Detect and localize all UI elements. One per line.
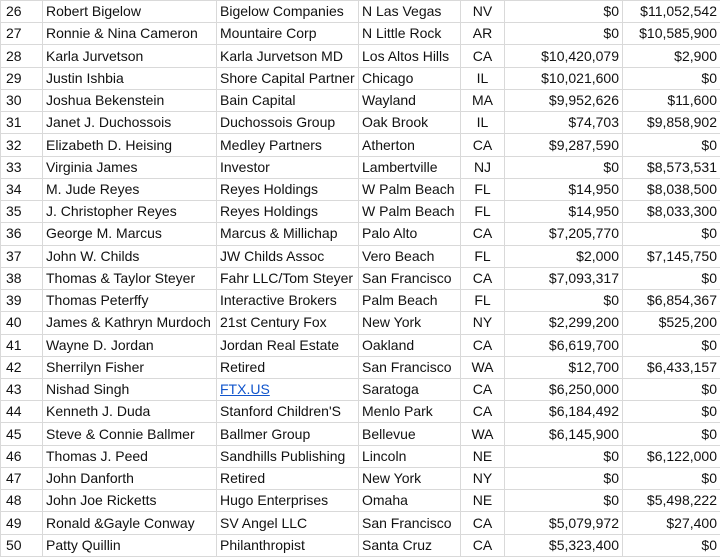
organization-cell: Mountaire Corp — [217, 23, 359, 45]
state-cell: IL — [461, 112, 505, 134]
state-cell: CA — [461, 512, 505, 534]
amount-b-cell: $0 — [623, 534, 720, 556]
table-row — [1, 290, 720, 312]
city-cell: Palm Beach — [359, 290, 461, 312]
rank-cell: 39 — [1, 290, 43, 312]
table-row — [1, 1, 720, 23]
amount-a-cell: $0 — [505, 23, 623, 45]
city-cell: Wayland — [359, 89, 461, 111]
donor-name-cell: Elizabeth D. Heising — [43, 134, 217, 156]
city-cell: Santa Cruz — [359, 534, 461, 556]
organization-cell: 21st Century Fox — [217, 312, 359, 334]
donor-name-cell: John Danforth — [43, 467, 217, 489]
state-cell: NE — [461, 445, 505, 467]
rank-cell: 34 — [1, 178, 43, 200]
organization-link[interactable]: FTX.US — [220, 381, 270, 397]
donor-name-cell: Thomas & Taylor Steyer — [43, 267, 217, 289]
amount-b-cell: $525,200 — [623, 312, 720, 334]
rank-cell: 33 — [1, 156, 43, 178]
rank-cell: 43 — [1, 378, 43, 400]
organization-cell: Jordan Real Estate — [217, 334, 359, 356]
amount-a-cell: $0 — [505, 156, 623, 178]
amount-a-cell: $6,250,000 — [505, 378, 623, 400]
city-cell: Bellevue — [359, 423, 461, 445]
city-cell: Oakland — [359, 334, 461, 356]
rank-cell: 47 — [1, 467, 43, 489]
amount-b-cell: $11,600 — [623, 89, 720, 111]
table-row — [1, 356, 720, 378]
rank-cell: 37 — [1, 245, 43, 267]
rank-cell: 32 — [1, 134, 43, 156]
amount-b-cell: $0 — [623, 467, 720, 489]
donor-name-cell: M. Jude Reyes — [43, 178, 217, 200]
city-cell: W Palm Beach — [359, 178, 461, 200]
rank-cell: 46 — [1, 445, 43, 467]
table-row — [1, 112, 720, 134]
donor-name-cell: Justin Ishbia — [43, 67, 217, 89]
city-cell: Saratoga — [359, 378, 461, 400]
amount-b-cell: $8,573,531 — [623, 156, 720, 178]
amount-b-cell: $6,433,157 — [623, 356, 720, 378]
amount-b-cell: $11,052,542 — [623, 1, 720, 23]
amount-a-cell: $2,000 — [505, 245, 623, 267]
amount-a-cell: $12,700 — [505, 356, 623, 378]
donor-name-cell: Thomas Peterffy — [43, 290, 217, 312]
organization-cell: Interactive Brokers — [217, 290, 359, 312]
state-cell: FL — [461, 290, 505, 312]
city-cell: Menlo Park — [359, 401, 461, 423]
state-cell: MA — [461, 89, 505, 111]
amount-b-cell: $5,498,222 — [623, 490, 720, 512]
amount-b-cell: $8,038,500 — [623, 178, 720, 200]
table-row — [1, 267, 720, 289]
amount-b-cell: $6,854,367 — [623, 290, 720, 312]
amount-a-cell: $0 — [505, 1, 623, 23]
amount-a-cell: $5,323,400 — [505, 534, 623, 556]
city-cell: San Francisco — [359, 267, 461, 289]
state-cell: CA — [461, 134, 505, 156]
state-cell: CA — [461, 223, 505, 245]
organization-cell: Retired — [217, 356, 359, 378]
amount-a-cell: $0 — [505, 290, 623, 312]
organization-cell: Philanthropist — [217, 534, 359, 556]
city-cell: Oak Brook — [359, 112, 461, 134]
table-row — [1, 89, 720, 111]
city-cell: W Palm Beach — [359, 201, 461, 223]
table-row — [1, 423, 720, 445]
state-cell: NV — [461, 1, 505, 23]
amount-a-cell: $2,299,200 — [505, 312, 623, 334]
rank-cell: 36 — [1, 223, 43, 245]
organization-cell: Bigelow Companies — [217, 1, 359, 23]
state-cell: CA — [461, 378, 505, 400]
state-cell: CA — [461, 534, 505, 556]
organization-cell: Shore Capital Partner — [217, 67, 359, 89]
table-row — [1, 490, 720, 512]
city-cell: Lincoln — [359, 445, 461, 467]
table-row — [1, 378, 720, 400]
city-cell: Los Altos Hills — [359, 45, 461, 67]
donor-name-cell: George M. Marcus — [43, 223, 217, 245]
organization-cell: Bain Capital — [217, 89, 359, 111]
rank-cell: 44 — [1, 401, 43, 423]
city-cell: Chicago — [359, 67, 461, 89]
donor-name-cell: Steve & Connie Ballmer — [43, 423, 217, 445]
state-cell: NJ — [461, 156, 505, 178]
organization-cell: Hugo Enterprises — [217, 490, 359, 512]
amount-b-cell: $0 — [623, 267, 720, 289]
organization-cell: Medley Partners — [217, 134, 359, 156]
amount-b-cell: $0 — [623, 67, 720, 89]
amount-a-cell: $10,420,079 — [505, 45, 623, 67]
amount-a-cell: $0 — [505, 467, 623, 489]
table-row — [1, 534, 720, 556]
rank-cell: 48 — [1, 490, 43, 512]
amount-a-cell: $7,205,770 — [505, 223, 623, 245]
amount-b-cell: $10,585,900 — [623, 23, 720, 45]
city-cell: New York — [359, 467, 461, 489]
table-row — [1, 467, 720, 489]
state-cell: NY — [461, 467, 505, 489]
organization-cell: Ballmer Group — [217, 423, 359, 445]
rank-cell: 40 — [1, 312, 43, 334]
amount-b-cell: $6,122,000 — [623, 445, 720, 467]
city-cell: Vero Beach — [359, 245, 461, 267]
donor-table-body — [1, 1, 720, 557]
amount-a-cell: $9,952,626 — [505, 89, 623, 111]
city-cell: New York — [359, 312, 461, 334]
donor-name-cell: Patty Quillin — [43, 534, 217, 556]
city-cell: Lambertville — [359, 156, 461, 178]
state-cell: NY — [461, 312, 505, 334]
amount-a-cell: $0 — [505, 490, 623, 512]
donor-name-cell: Joshua Bekenstein — [43, 89, 217, 111]
table-row — [1, 45, 720, 67]
state-cell: WA — [461, 356, 505, 378]
state-cell: AR — [461, 23, 505, 45]
donor-name-cell: Janet J. Duchossois — [43, 112, 217, 134]
rank-cell: 27 — [1, 23, 43, 45]
donor-name-cell: Karla Jurvetson — [43, 45, 217, 67]
amount-a-cell: $14,950 — [505, 201, 623, 223]
donor-name-cell: Thomas J. Peed — [43, 445, 217, 467]
state-cell: FL — [461, 245, 505, 267]
table-row — [1, 512, 720, 534]
organization-cell: Sandhills Publishing — [217, 445, 359, 467]
amount-a-cell: $0 — [505, 445, 623, 467]
amount-b-cell: $9,858,902 — [623, 112, 720, 134]
city-cell: Palo Alto — [359, 223, 461, 245]
amount-a-cell: $6,619,700 — [505, 334, 623, 356]
amount-b-cell: $0 — [623, 134, 720, 156]
table-row — [1, 178, 720, 200]
table-row — [1, 312, 720, 334]
organization-cell: Fahr LLC/Tom Steyer — [217, 267, 359, 289]
organization-cell: Retired — [217, 467, 359, 489]
state-cell: WA — [461, 423, 505, 445]
donor-name-cell: Ronnie & Nina Cameron — [43, 23, 217, 45]
amount-a-cell: $14,950 — [505, 178, 623, 200]
donor-name-cell: Robert Bigelow — [43, 1, 217, 23]
donor-name-cell: John W. Childs — [43, 245, 217, 267]
state-cell: NE — [461, 490, 505, 512]
organization-cell: Reyes Holdings — [217, 201, 359, 223]
rank-cell: 50 — [1, 534, 43, 556]
table-row — [1, 134, 720, 156]
donor-name-cell: Sherrilyn Fisher — [43, 356, 217, 378]
amount-a-cell: $10,021,600 — [505, 67, 623, 89]
amount-b-cell: $0 — [623, 423, 720, 445]
amount-b-cell: $7,145,750 — [623, 245, 720, 267]
amount-a-cell: $5,079,972 — [505, 512, 623, 534]
city-cell: Atherton — [359, 134, 461, 156]
rank-cell: 29 — [1, 67, 43, 89]
organization-cell: Stanford Children'S — [217, 401, 359, 423]
city-cell: Omaha — [359, 490, 461, 512]
table-row — [1, 156, 720, 178]
amount-b-cell: $0 — [623, 401, 720, 423]
rank-cell: 30 — [1, 89, 43, 111]
amount-b-cell: $0 — [623, 378, 720, 400]
organization-cell: Karla Jurvetson MD — [217, 45, 359, 67]
table-row — [1, 401, 720, 423]
organization-cell: Marcus & Millichap — [217, 223, 359, 245]
rank-cell: 26 — [1, 1, 43, 23]
state-cell: IL — [461, 67, 505, 89]
organization-cell: Duchossois Group — [217, 112, 359, 134]
rank-cell: 28 — [1, 45, 43, 67]
organization-cell: Reyes Holdings — [217, 178, 359, 200]
organization-cell: JW Childs Assoc — [217, 245, 359, 267]
table-row — [1, 245, 720, 267]
donor-name-cell: James & Kathryn Murdoch — [43, 312, 217, 334]
rank-cell: 31 — [1, 112, 43, 134]
state-cell: CA — [461, 334, 505, 356]
amount-b-cell: $0 — [623, 334, 720, 356]
city-cell: N Las Vegas — [359, 1, 461, 23]
amount-b-cell: $27,400 — [623, 512, 720, 534]
donor-name-cell: John Joe Ricketts — [43, 490, 217, 512]
amount-b-cell: $0 — [623, 223, 720, 245]
state-cell: FL — [461, 201, 505, 223]
amount-b-cell: $2,900 — [623, 45, 720, 67]
donor-name-cell: Kenneth J. Duda — [43, 401, 217, 423]
donor-name-cell: Ronald &Gayle Conway — [43, 512, 217, 534]
table-row — [1, 334, 720, 356]
organization-cell: Investor — [217, 156, 359, 178]
city-cell: N Little Rock — [359, 23, 461, 45]
amount-a-cell: $7,093,317 — [505, 267, 623, 289]
state-cell: CA — [461, 401, 505, 423]
donor-name-cell: Wayne D. Jordan — [43, 334, 217, 356]
table-row — [1, 201, 720, 223]
table-row — [1, 445, 720, 467]
rank-cell: 49 — [1, 512, 43, 534]
table-row — [1, 23, 720, 45]
donor-name-cell: Virginia James — [43, 156, 217, 178]
state-cell: CA — [461, 267, 505, 289]
amount-a-cell: $6,145,900 — [505, 423, 623, 445]
organization-cell — [217, 378, 359, 400]
rank-cell: 41 — [1, 334, 43, 356]
rank-cell: 38 — [1, 267, 43, 289]
state-cell: FL — [461, 178, 505, 200]
city-cell: San Francisco — [359, 356, 461, 378]
amount-a-cell: $74,703 — [505, 112, 623, 134]
city-cell: San Francisco — [359, 512, 461, 534]
donor-name-cell: J. Christopher Reyes — [43, 201, 217, 223]
amount-a-cell: $9,287,590 — [505, 134, 623, 156]
rank-cell: 35 — [1, 201, 43, 223]
rank-cell: 42 — [1, 356, 43, 378]
table-row — [1, 223, 720, 245]
donor-name-cell: Nishad Singh — [43, 378, 217, 400]
amount-a-cell: $6,184,492 — [505, 401, 623, 423]
state-cell: CA — [461, 45, 505, 67]
amount-b-cell: $8,033,300 — [623, 201, 720, 223]
rank-cell: 45 — [1, 423, 43, 445]
organization-cell: SV Angel LLC — [217, 512, 359, 534]
table-row — [1, 67, 720, 89]
